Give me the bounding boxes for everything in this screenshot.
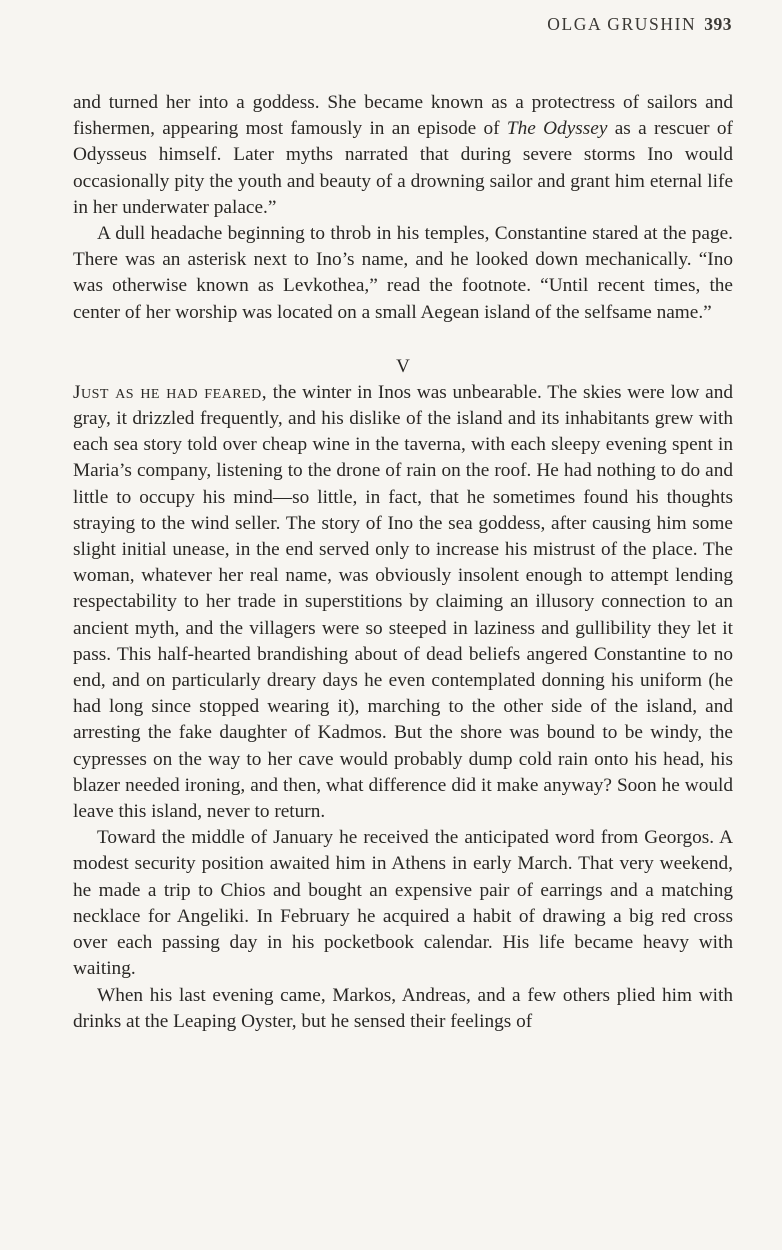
paragraph-4: Toward the middle of January he received the anticipated word from Georgos. A modest security position awaited him in Athens in early March. That very weekend, he made a trip to Chios and bought an expensive pair of earrings and a matching necklace for Angeliki. In February he acquired a habit of drawing a big red cross over each passing day in his pocketbook calendar. His life became heavy with waiting. — [73, 827, 733, 980]
book-title-italic: The Odyssey — [506, 118, 608, 140]
paragraph-1 — [73, 90, 733, 221]
lead-in-small-caps: Just as he had feared, — [73, 381, 268, 403]
section-number: V — [396, 355, 410, 377]
paragraph-1-part2: as a rescuer of Odysseus himself. Later myths narrated that during severe storms Ino would occasionally pity the youth and beauty of a drowning sailor and grant him eternal life in her underwater palace.” — [73, 118, 733, 218]
paragraph-1-part1: and turned her into a goddess. She became known as a protectress of sailors and fishermen, appearing most famously in an episode of — [73, 92, 733, 140]
running-head — [547, 14, 732, 35]
paragraph-2: A dull headache beginning to throb in his temples, Constantine stared at the page. There was an asterisk next to Ino’s name, and he looked down mechanically. “Ino was otherwise known as Levkothea,” read the footnote. “Until recent times, the center of her worship was located on a small Aegean island of the selfsame name.” — [73, 223, 733, 323]
body-text — [73, 90, 733, 1035]
author-name: OLGA GRUSHIN — [547, 14, 697, 34]
paragraph-3 — [73, 380, 733, 825]
paragraph-5: When his last evening came, Markos, Andreas, and a few others plied him with drinks at the Leaping Oyster, but he sensed their feelings of — [73, 984, 733, 1032]
paragraph-3-text: the winter in Inos was unbearable. The skies were low and gray, it drizzled frequently, and his dislike of the island and its inhabitants grew with each sea story told over cheap wine in the taverna, with each sleepy evening spent in Maria’s company, listening to the drone of rain on the roof. He had nothing to do and little to occupy his mind—so little, in fact, that he sometimes found his thoughts straying to the wind seller. The story of Ino the sea goddess, after causing him some slight initial unease, in the end served only to increase his mistrust of the place. The woman, whatever her real name, was obviously insolent enough to attempt lending respectability to her trade in superstitions by claiming an illusory connection to an ancient myth, and the villagers were so steeped in laziness and gullibility they let it pass. This half-hearted brandishing about of dead beliefs angered Constantine to no end, and on particularly dreary days he even contemplated donning his uniform (he had long since stopped wearing it), marching to the other side of the island, and arresting the fake daughter of Kadmos. But the shore was bound to be windy, the cypresses on the way to her cave would probably dump cold rain onto his head, his blazer needed ironing, and then, what difference did it make anyway? Soon he would leave this island, never to return. — [73, 381, 733, 823]
page-number: 393 — [704, 14, 732, 34]
